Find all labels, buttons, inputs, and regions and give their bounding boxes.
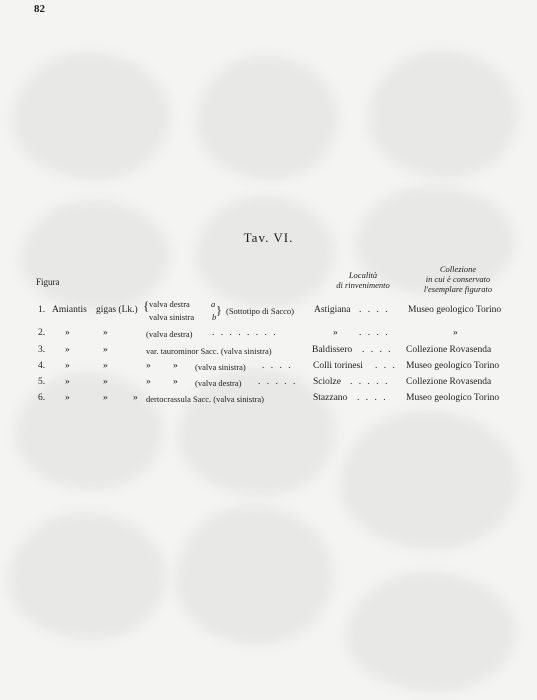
- figure-number: 5.: [38, 377, 46, 387]
- genus-name: Amiantis: [52, 305, 87, 315]
- ditto-mark: »: [103, 393, 108, 403]
- leader-dots: . . . . .: [350, 377, 390, 387]
- header-localita: [320, 270, 406, 290]
- header-collezione-line2: in cui è conservato: [425, 274, 491, 284]
- description: var. taurominor Sacc. (valva sinistra): [146, 346, 272, 356]
- locality: Colli torinesi: [313, 361, 363, 371]
- leader-dots: . . . .: [262, 361, 293, 371]
- figure-number: 4.: [38, 361, 46, 371]
- leader-dots: . . . .: [359, 305, 390, 315]
- figure-number: 6.: [38, 393, 46, 403]
- ditto-mark: »: [65, 377, 70, 387]
- valve-label: valva sinistra: [149, 312, 195, 322]
- header-collezione-line1: Collezione: [439, 264, 477, 274]
- ditto-mark: »: [65, 361, 70, 371]
- brace-right: }: [216, 303, 222, 317]
- figure-number: 3.: [38, 345, 46, 355]
- header-localita-line2: di rinvenimento: [336, 280, 390, 290]
- valve-label: valva destra: [149, 299, 190, 309]
- ditto-mark: »: [146, 377, 151, 387]
- ghost-shell: [12, 52, 170, 180]
- ghost-shell: [15, 372, 163, 490]
- ghost-shell: [196, 55, 338, 180]
- locality: Baldissero: [312, 345, 353, 355]
- leader-dots: . . .: [375, 361, 397, 371]
- locality: Stazzano: [313, 393, 348, 403]
- ditto-mark: »: [173, 361, 178, 371]
- brace-top: {: [143, 298, 150, 313]
- collection: »: [453, 328, 458, 338]
- description: (valva destra): [195, 378, 242, 388]
- ditto-mark: »: [133, 393, 138, 403]
- ditto-mark: »: [103, 377, 108, 387]
- leader-dots: . . . . . . . .: [212, 328, 278, 338]
- page-number: 82: [34, 3, 45, 15]
- collection: Museo geologico Torino: [406, 393, 500, 403]
- locality: »: [333, 328, 338, 338]
- header-collezione-line3: l'esemplare figurato: [423, 284, 493, 294]
- description: (valva sinistra): [195, 362, 246, 372]
- ghost-shell: [8, 512, 166, 640]
- ditto-mark: »: [146, 361, 151, 371]
- figure-number: 2.: [38, 328, 46, 338]
- leader-dots: . . . .: [362, 345, 393, 355]
- collection: Collezione Rovasenda: [406, 345, 492, 355]
- figure-number: 1.: [38, 305, 46, 315]
- header-collezione: [408, 264, 508, 294]
- ditto-mark: »: [173, 377, 178, 387]
- ghost-shell: [368, 50, 518, 178]
- ditto-mark: »: [65, 328, 70, 338]
- ditto-mark: »: [103, 361, 108, 371]
- ghost-shell: [195, 196, 335, 308]
- leader-dots: . . . .: [357, 393, 388, 403]
- collection: Collezione Rovasenda: [406, 377, 492, 387]
- ditto-mark: »: [103, 345, 108, 355]
- header-figura: Figura: [36, 277, 60, 287]
- plate-title: Tav. VI.: [243, 230, 294, 245]
- collection: Museo geologico Torino: [406, 361, 500, 371]
- figure-letter: a: [211, 299, 216, 309]
- figure-letter: b: [212, 312, 217, 322]
- description: dertocrassula Sacc. (valva sinistra): [146, 394, 265, 404]
- ghost-shell: [20, 200, 170, 310]
- description: (valva destra): [146, 329, 193, 339]
- species-name: gigas (Lk.): [96, 305, 138, 315]
- note: (Sottotipo di Sacco): [226, 306, 294, 316]
- locality: Astigiana: [314, 305, 351, 315]
- header-localita-line1: Località: [348, 270, 378, 280]
- locality: Sciolze: [313, 377, 341, 387]
- leader-dots: . . . .: [359, 328, 390, 338]
- ghost-shell: [340, 410, 518, 550]
- collection: Museo geologico Torino: [408, 305, 502, 315]
- leader-dots: . . . . .: [258, 377, 298, 387]
- ditto-mark: »: [65, 393, 70, 403]
- ditto-mark: »: [103, 328, 108, 338]
- ghost-shell: [175, 505, 333, 645]
- ditto-mark: »: [65, 345, 70, 355]
- ghost-shell: [346, 572, 516, 692]
